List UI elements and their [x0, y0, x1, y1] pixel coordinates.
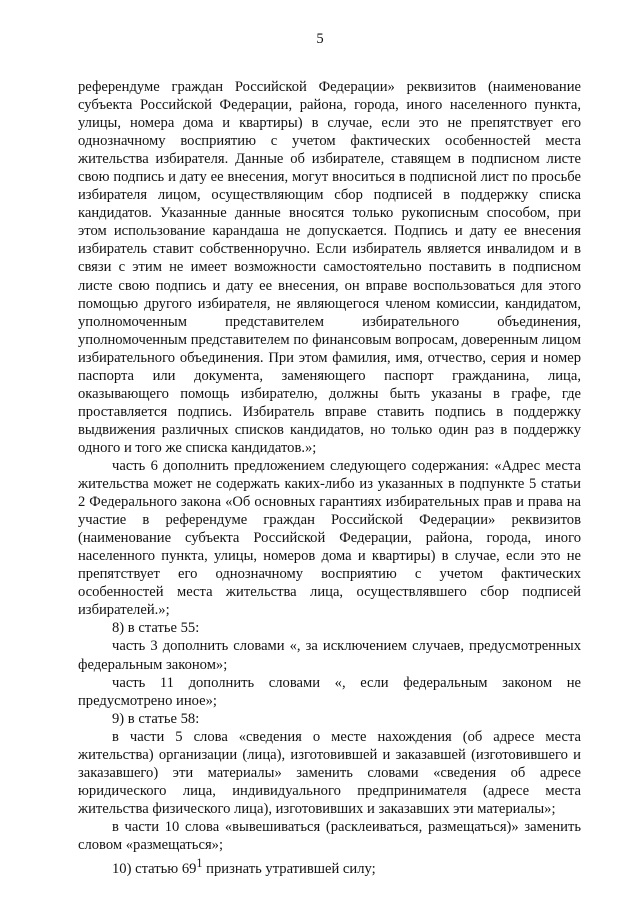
- paragraph-part-11: часть 11 дополнить словами «, если федеральным законом не предусмотрено иное»;: [78, 674, 581, 709]
- paragraph-part-5: в части 5 слова «сведения о месте нахождения (об адресе места жительства) организации (лица), изготовившей и заказавшей (изготовившего и заказавшего) эти материалы» заменить словами «сведения об адресе юридического лица, индивидуального предпринимателя (адресе места жительства физического лица), изготовивших и заказавших эти материалы»;: [78, 728, 581, 817]
- paragraph-part-10: в части 10 слова «вывешиваться (расклеиваться, размещаться)» заменить словом «размещаться»;: [78, 818, 581, 853]
- item-10-superscript: 1: [196, 856, 203, 871]
- paragraph-part-6: часть 6 дополнить предложением следующего содержания: «Адрес места жительства может не содержать каких-либо из указанных в подпункте 5 статьи 2 Федерального закона «Об основных гарантиях избирательных прав и права на участие в референдуме граждан Российской Федерации» реквизитов (наименование субъекта Российской Федерации, района, города, иного населенного пункта, улицы, номеров дома и квартиры) в случае, если это не препятствует его однозначному восприятию с учетом фактических особенностей места жительства лица, осуществлявшего сбор подписей избирателей.»;: [78, 457, 581, 619]
- document-body: [78, 78, 581, 878]
- paragraph-item-8: 8) в статье 55:: [112, 620, 200, 637]
- paragraph-part-3: часть 3 дополнить словами «, за исключением случаев, предусмотренных федеральным законом»;: [78, 638, 581, 673]
- paragraph-item-10: [78, 854, 581, 878]
- item-10-text-end: признать утратившей силу;: [202, 860, 376, 877]
- page-number: 5: [316, 31, 324, 47]
- item-10-text-start: 10) статью 69: [112, 860, 197, 877]
- paragraph-item-9: 9) в статье 58:: [112, 710, 200, 727]
- paragraph-continuation: референдуме граждан Российской Федерации» реквизитов (наименование субъекта Российской Федерации, района, города, иного населенного пункта, улицы, номера дома и квартиры) в случае, если это не препятствует его однозначному восприятию с учетом фактических особенностей места жительства избирателя. Данные об избирателе, ставящем в подписном листе свою подпись и дату ее внесения, могут вноситься в подписной лист по просьбе избирателя лицом, осуществляющим сбор подписей в поддержку списка кандидатов. Указанные данные вносятся только рукописным способом, при этом использование карандаша не допускается. Подпись и дату ее внесения избиратель ставит собственноручно. Если избиратель является инвалидом и в связи с этим не имеет возможности самостоятельно поставить в подписном листе свою подпись и дату ее внесения, он вправе воспользоваться для этого помощью другого избирателя, не являющегося членом комиссии, кандидатом, уполномоченным представителем избирательного объединения, уполномоченным представителем по финансовым вопросам, доверенным лицом избирательного объединения. При этом фамилия, имя, отчество, серия и номер паспорта или документа, заменяющего паспорт гражданина, лица, оказывающего помощь избирателю, должны быть указаны в графе, где проставляется подпись. Избиратель вправе ставить подпись в поддержку выдвижения различных списков кандидатов, но только один раз в поддержку одного и того же списка кандидатов.»;: [78, 79, 581, 456]
